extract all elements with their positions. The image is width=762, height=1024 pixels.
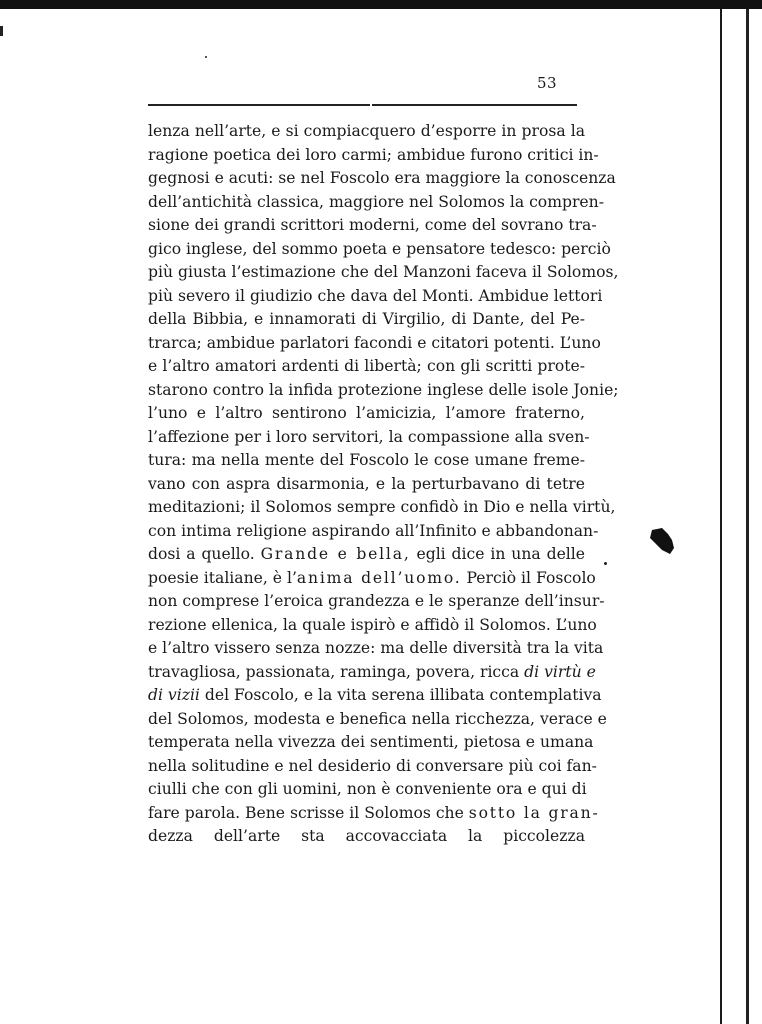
text-segment: Perciò il Foscolo — [466, 568, 596, 587]
text-segment: travagliosa, passionata, raminga, povera, ricca — [148, 662, 520, 681]
scan-top-border — [0, 0, 762, 9]
page-number: 53 — [537, 74, 558, 92]
text-line: con intima religione aspirando all’Infinito e abbandonan- — [148, 521, 599, 540]
spaced-text: sotto la gran- — [468, 803, 600, 822]
text-line — [148, 684, 602, 708]
text-line — [148, 661, 596, 685]
text-line: temperata nella vivezza dei sentimenti, pietosa e umana — [148, 733, 594, 751]
text-line: non comprese l’eroica grandezza e le speranze dell’insur- — [148, 592, 605, 610]
text-line: dezza dell’arte sta accovacciata la piccolezza — [148, 827, 585, 845]
text-line: gico inglese, del sommo poeta e pensatore tedesco: perciò — [148, 239, 611, 258]
text-line — [148, 567, 596, 591]
text-line: più giusta l’estimazione che del Manzoni faceva il Solomos, — [148, 263, 619, 281]
text-line — [148, 543, 585, 567]
text-line: dell’antichità classica, maggiore nel Solomos la compren- — [148, 192, 604, 211]
text-line: sione dei grandi scrittori moderni, come del sovrano tra- — [148, 216, 597, 234]
text-line: più severo il giudizio che dava del Monti. Ambidue lettori — [148, 286, 603, 305]
text-line: e l’altro vissero senza nozze: ma delle diversità tra la vita — [148, 639, 604, 657]
scan-speck — [0, 26, 3, 36]
text-line: l’affezione per i loro servitori, la compassione alla sven- — [148, 427, 590, 446]
text-segment: egli dice in una delle — [416, 545, 585, 563]
text-line: starono contro la infida protezione inglese delle isole Jonie; — [148, 380, 619, 399]
header-rule-left — [148, 104, 370, 106]
text-line: rezione ellenica, la quale ispirò e affidò il Solomos. L’uno — [148, 615, 597, 634]
text-line: l’uno e l’altro sentirono l’amicizia, l’amore fraterno, — [148, 404, 585, 422]
text-line: ciulli che con gli uomini, non è conveniente ora e qui di — [148, 780, 587, 798]
text-segment: dosi a quello. — [148, 545, 255, 563]
scan-speck — [205, 56, 207, 58]
text-line: della Bibbia, e innamorati di Virgilio, di Dante, del Pe- — [148, 310, 585, 328]
text-line: e l’altro amatori ardenti di libertà; con gli scritti prote- — [148, 357, 585, 375]
body-text — [148, 120, 619, 849]
text-line: tura: ma nella mente del Foscolo le cose umane freme- — [148, 451, 585, 469]
text-segment: fare parola. Bene scrisse il Solomos che — [148, 803, 464, 822]
text-segment: del Foscolo, e la vita serena illibata contemplativa — [204, 686, 602, 704]
text-line: gegnosi e acuti: se nel Foscolo era maggiore la conoscenza — [148, 169, 616, 187]
italic-text: di virtù e — [524, 662, 596, 681]
text-line: trarca; ambidue parlatori facondi e citatori potenti. L’uno — [148, 333, 601, 352]
text-line: ragione poetica dei loro carmi; ambidue furono critici in- — [148, 145, 599, 164]
header-rule-right — [372, 104, 577, 106]
text-line: del Solomos, modesta e benefica nella ricchezza, verace e — [148, 709, 607, 728]
spaced-text: anima dell’uomo. — [296, 568, 462, 587]
scan-speck — [604, 562, 607, 565]
text-line: vano con aspra disarmonia, e la perturbavano di tetre — [148, 474, 585, 493]
text-line: nella solitudine e nel desiderio di conversare più coi fan- — [148, 756, 597, 775]
text-segment: poesie italiane, è l’ — [148, 568, 297, 587]
scan-page-edge — [716, 9, 762, 1024]
spaced-text: Grande e bella, — [260, 545, 411, 563]
text-line: lenza nell’arte, e si compiacquero d’esporre in prosa la — [148, 122, 585, 140]
italic-text: di vizii — [148, 686, 200, 704]
text-line: meditazioni; il Solomos sempre confidò in Dio e nella virtù, — [148, 498, 616, 516]
text-line — [148, 802, 600, 826]
ink-blot — [648, 526, 676, 556]
